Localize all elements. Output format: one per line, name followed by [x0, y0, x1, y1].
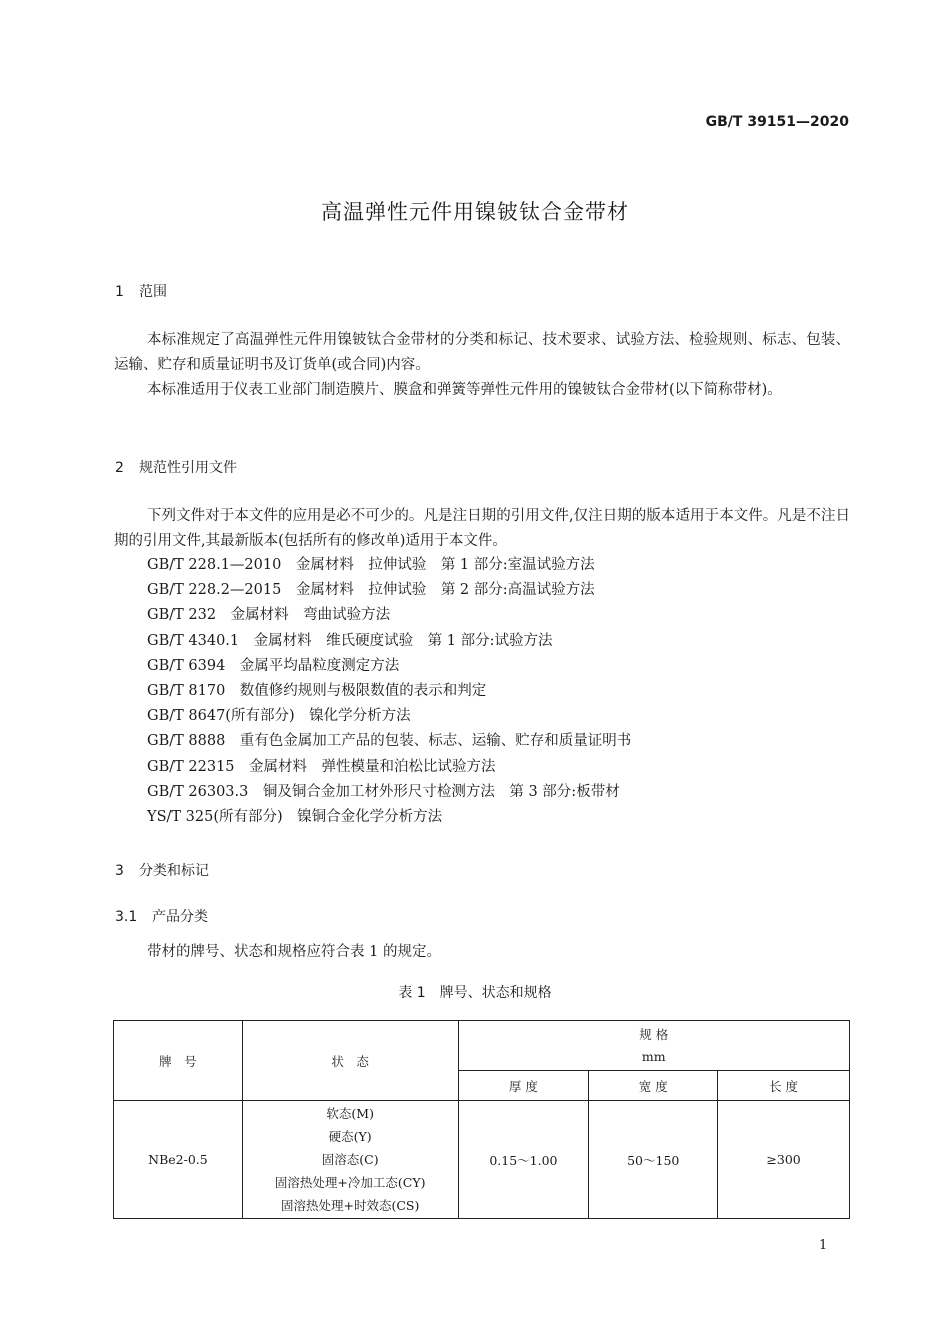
section-2-intro: 下列文件对于本文件的应用是必不可少的。凡是注日期的引用文件,仅注日期的版本适用于本文件。凡是不注日期的引用文件,其最新版本(包括所有的修改单)适用于本文件。: [114, 508, 850, 549]
header-width: 宽 度: [589, 1071, 718, 1101]
page-number: 1: [819, 1238, 828, 1253]
section-title: 规范性引用文件: [139, 460, 237, 476]
standard-code: GB/T 39151—2020: [705, 114, 849, 130]
header-spec-label: 规 格: [639, 1026, 669, 1042]
reference-item: GB/T 6394 金属平均晶粒度测定方法: [147, 657, 400, 674]
table-caption: 表 1 牌号、状态和规格: [398, 985, 552, 1001]
header-grade: 牌 号: [114, 1021, 243, 1101]
state-item: 硬态(Y): [328, 1129, 372, 1144]
subsection-3-1-text: 带材的牌号、状态和规格应符合表 1 的规定。: [147, 944, 441, 960]
state-item: 固溶热处理+时效态(CS): [281, 1198, 420, 1213]
state-item: 软态(M): [326, 1106, 374, 1121]
table-row: [114, 1101, 850, 1219]
header-spec: [458, 1021, 849, 1071]
section-3-heading: [115, 860, 209, 880]
subsection-title: 产品分类: [152, 909, 208, 925]
reference-item: GB/T 4340.1 金属材料 维氏硬度试验 第 1 部分:试验方法: [147, 632, 553, 649]
section-number: 1: [115, 284, 124, 300]
document-title: 高温弹性元件用镍铍钛合金带材: [321, 200, 629, 224]
cell-thickness: 0.15～1.00: [458, 1101, 589, 1219]
reference-item: GB/T 22315 金属材料 弹性模量和泊松比试验方法: [147, 758, 496, 775]
spec-table: [113, 1020, 850, 1219]
header-state: 状 态: [242, 1021, 458, 1101]
state-item: 固溶热处理+冷加工态(CY): [274, 1175, 426, 1190]
section-2-heading: [115, 457, 237, 477]
state-item: 固溶态(C): [321, 1152, 379, 1167]
reference-item: GB/T 26303.3 铜及铜合金加工材外形尺寸检测方法 第 3 部分:板带材: [147, 783, 620, 800]
header-thickness: 厚 度: [458, 1071, 589, 1101]
cell-states: [242, 1101, 458, 1219]
reference-item: GB/T 228.1—2010 金属材料 拉伸试验 第 1 部分:室温试验方法: [147, 557, 595, 573]
section-title: 分类和标记: [139, 863, 209, 879]
reference-item: GB/T 8647(所有部分) 镍化学分析方法: [147, 708, 411, 725]
section-number: 3: [115, 863, 124, 879]
cell-grade: NBe2-0.5: [114, 1101, 243, 1219]
table-header-row: [114, 1021, 850, 1071]
cell-length: ≥300: [718, 1101, 850, 1219]
header-spec-unit: mm: [641, 1048, 666, 1064]
subsection-3-1-heading: [115, 906, 208, 926]
section-number: 2: [115, 460, 124, 476]
reference-list: [147, 553, 631, 830]
reference-item: GB/T 228.2—2015 金属材料 拉伸试验 第 2 部分:高温试验方法: [147, 582, 595, 599]
reference-item: YS/T 325(所有部分) 镍铜合金化学分析方法: [147, 809, 443, 826]
header-length: 长 度: [718, 1071, 850, 1101]
section-1-paragraph-1: 本标准规定了高温弹性元件用镍铍钛合金带材的分类和标记、技术要求、试验方法、检验规则、标志、包装、运输、贮存和质量证明书及订货单(或合同)内容。: [114, 332, 850, 373]
reference-item: GB/T 8170 数值修约规则与极限数值的表示和判定: [147, 683, 487, 700]
reference-item: GB/T 232 金属材料 弯曲试验方法: [147, 607, 391, 624]
section-1-heading: [115, 281, 167, 301]
reference-item: GB/T 8888 重有色金属加工产品的包装、标志、运输、贮存和质量证明书: [147, 733, 632, 750]
cell-width: 50～150: [589, 1101, 718, 1219]
section-1-paragraph-2: 本标准适用于仪表工业部门制造膜片、膜盒和弹簧等弹性元件用的镍铍钛合金带材(以下简称带材)。: [147, 382, 782, 398]
section-title: 范围: [139, 284, 167, 300]
subsection-number: 3.1: [115, 909, 138, 925]
